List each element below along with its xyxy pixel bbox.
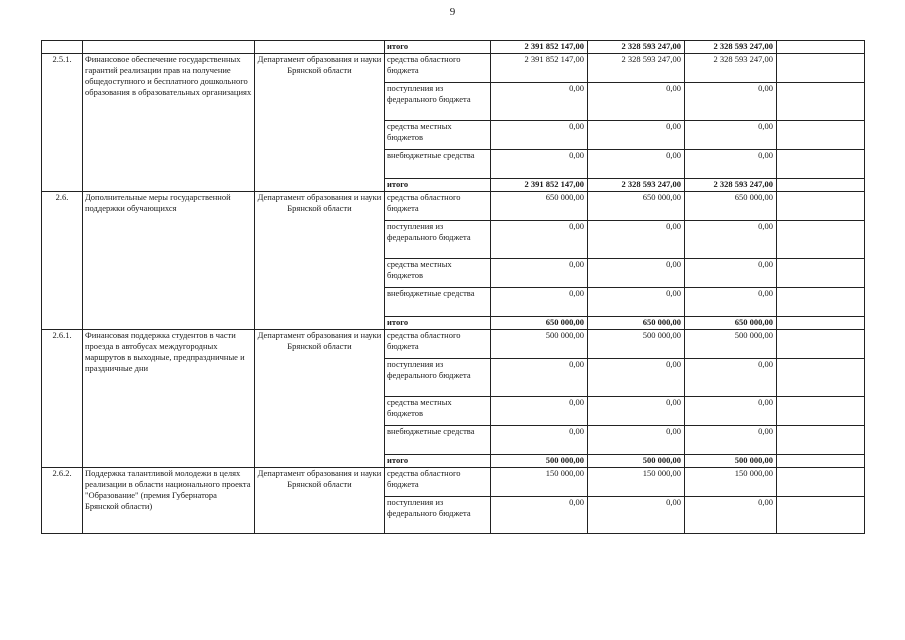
cell-value-1: 0,00 [491, 426, 588, 455]
cell-value-3: 0,00 [685, 426, 777, 455]
cell-source: внебюджетные средства [385, 150, 491, 179]
cell-executor: Департамент образования и науки Брянской области [255, 330, 385, 468]
cell-source: внебюджетные средства [385, 426, 491, 455]
cell-value-3: 0,00 [685, 288, 777, 317]
cell-value-2: 0,00 [588, 83, 685, 121]
cell-value-3: 500 000,00 [685, 455, 777, 468]
cell-name: Финансовая поддержка студентов в части проезда в автобусах междугородных маршрутов в выходные, предпраздничные и праздничные дни [83, 330, 255, 468]
cell-source: поступления из федерального бюджета [385, 83, 491, 121]
table-row [42, 54, 865, 83]
cell-value-1: 0,00 [491, 259, 588, 288]
cell-source: средства областного бюджета [385, 192, 491, 221]
cell-value-1: 150 000,00 [491, 468, 588, 497]
cell-value-1: 0,00 [491, 497, 588, 534]
cell-value-3: 0,00 [685, 221, 777, 259]
cell-source: поступления из федерального бюджета [385, 221, 491, 259]
cell-value-1: 2 391 852 147,00 [491, 41, 588, 54]
table-body [42, 41, 865, 534]
cell-value-3: 0,00 [685, 397, 777, 426]
cell-empty [777, 359, 865, 397]
cell-value-2: 0,00 [588, 359, 685, 397]
cell-empty [777, 192, 865, 221]
cell-name: Дополнительные меры государственной поддержки обучающихся [83, 192, 255, 330]
cell-value-2: 650 000,00 [588, 192, 685, 221]
cell-empty [777, 54, 865, 83]
cell-source: средства областного бюджета [385, 330, 491, 359]
cell-source: поступления из федерального бюджета [385, 497, 491, 534]
cell-value-2: 0,00 [588, 497, 685, 534]
cell-source: итого [385, 41, 491, 54]
cell-value-2: 0,00 [588, 150, 685, 179]
cell-source: средства областного бюджета [385, 54, 491, 83]
cell-executor [255, 41, 385, 54]
cell-value-1: 0,00 [491, 397, 588, 426]
cell-source: внебюджетные средства [385, 288, 491, 317]
cell-number: 2.6.2. [42, 468, 83, 534]
cell-name: Финансовое обеспечение государственных гарантий реализации прав на получение общедоступного и бесплатного дошкольного образования в образовательных организациях [83, 54, 255, 192]
cell-value-3: 0,00 [685, 497, 777, 534]
cell-source: итого [385, 179, 491, 192]
cell-value-3: 2 328 593 247,00 [685, 179, 777, 192]
cell-empty [777, 397, 865, 426]
cell-empty [777, 497, 865, 534]
cell-number: 2.5.1. [42, 54, 83, 192]
cell-value-1: 0,00 [491, 83, 588, 121]
cell-name [83, 41, 255, 54]
cell-value-1: 650 000,00 [491, 192, 588, 221]
cell-value-1: 2 391 852 147,00 [491, 54, 588, 83]
cell-value-2: 2 328 593 247,00 [588, 179, 685, 192]
cell-number: 2.6.1. [42, 330, 83, 468]
cell-executor: Департамент образования и науки Брянской области [255, 192, 385, 330]
cell-value-3: 150 000,00 [685, 468, 777, 497]
cell-empty [777, 121, 865, 150]
cell-empty [777, 150, 865, 179]
cell-empty [777, 288, 865, 317]
cell-value-2: 0,00 [588, 426, 685, 455]
cell-empty [777, 317, 865, 330]
cell-value-1: 0,00 [491, 288, 588, 317]
cell-value-2: 650 000,00 [588, 317, 685, 330]
cell-empty [777, 455, 865, 468]
cell-value-1: 650 000,00 [491, 317, 588, 330]
cell-value-3: 2 328 593 247,00 [685, 41, 777, 54]
cell-executor: Департамент образования и науки Брянской области [255, 54, 385, 192]
cell-source: средства местных бюджетов [385, 121, 491, 150]
cell-value-3: 2 328 593 247,00 [685, 54, 777, 83]
cell-executor: Департамент образования и науки Брянской области [255, 468, 385, 534]
cell-value-1: 0,00 [491, 150, 588, 179]
cell-empty [777, 179, 865, 192]
cell-value-2: 0,00 [588, 397, 685, 426]
cell-value-3: 0,00 [685, 259, 777, 288]
cell-source: средства местных бюджетов [385, 259, 491, 288]
cell-value-2: 150 000,00 [588, 468, 685, 497]
cell-empty [777, 426, 865, 455]
table-row [42, 41, 865, 54]
cell-value-2: 2 328 593 247,00 [588, 54, 685, 83]
cell-value-3: 0,00 [685, 359, 777, 397]
cell-value-1: 0,00 [491, 121, 588, 150]
cell-value-1: 500 000,00 [491, 330, 588, 359]
cell-empty [777, 41, 865, 54]
cell-empty [777, 83, 865, 121]
cell-value-1: 2 391 852 147,00 [491, 179, 588, 192]
cell-value-3: 650 000,00 [685, 192, 777, 221]
cell-number: 2.6. [42, 192, 83, 330]
cell-value-2: 500 000,00 [588, 330, 685, 359]
cell-empty [777, 221, 865, 259]
cell-value-2: 0,00 [588, 288, 685, 317]
table-row [42, 330, 865, 359]
cell-name: Поддержка талантливой молодежи в целях реализации в области национального проекта "Образование" (премия Губернатора Брянской области) [83, 468, 255, 534]
cell-source: средства областного бюджета [385, 468, 491, 497]
cell-value-1: 0,00 [491, 359, 588, 397]
cell-source: поступления из федерального бюджета [385, 359, 491, 397]
page-number: 9 [449, 6, 456, 18]
cell-empty [777, 468, 865, 497]
cell-source: итого [385, 455, 491, 468]
cell-value-2: 500 000,00 [588, 455, 685, 468]
budget-table [41, 40, 865, 534]
cell-value-3: 0,00 [685, 150, 777, 179]
table-row [42, 192, 865, 221]
cell-value-1: 500 000,00 [491, 455, 588, 468]
cell-value-3: 650 000,00 [685, 317, 777, 330]
cell-value-3: 0,00 [685, 83, 777, 121]
cell-number [42, 41, 83, 54]
cell-value-1: 0,00 [491, 221, 588, 259]
cell-empty [777, 330, 865, 359]
cell-value-3: 0,00 [685, 121, 777, 150]
cell-value-3: 500 000,00 [685, 330, 777, 359]
cell-empty [777, 259, 865, 288]
cell-value-2: 0,00 [588, 259, 685, 288]
cell-value-2: 2 328 593 247,00 [588, 41, 685, 54]
cell-source: итого [385, 317, 491, 330]
cell-source: средства местных бюджетов [385, 397, 491, 426]
cell-value-2: 0,00 [588, 221, 685, 259]
table-row [42, 468, 865, 497]
cell-value-2: 0,00 [588, 121, 685, 150]
